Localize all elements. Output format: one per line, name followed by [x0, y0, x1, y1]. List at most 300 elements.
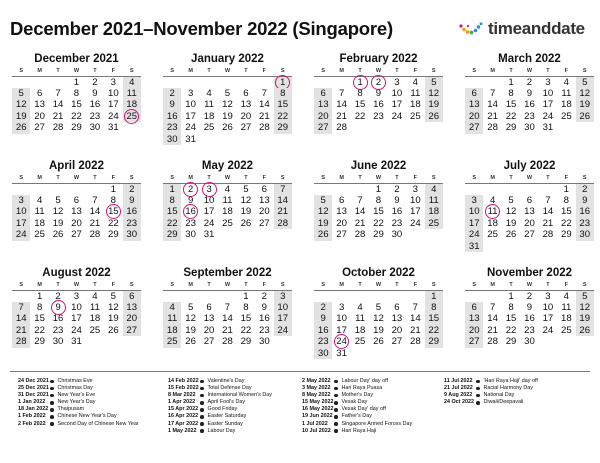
day-number: 3 [545, 290, 551, 302]
legend-entry [302, 399, 444, 406]
weekday-header: S [123, 66, 141, 76]
day-number: 7 [357, 194, 363, 206]
weekday-header: S [425, 280, 443, 290]
day-cell [351, 88, 369, 100]
day-cell [274, 206, 292, 218]
day-cell [274, 111, 292, 123]
legend-entry [168, 385, 302, 392]
month-title: November 2022 [486, 267, 573, 279]
day-cell [351, 229, 369, 241]
day-number: 3 [394, 76, 400, 88]
day-number: 8 [110, 194, 116, 206]
empty-day-cell [502, 183, 520, 195]
empty-day-cell [406, 122, 424, 134]
day-number: 12 [240, 194, 252, 206]
month-title: October 2022 [342, 267, 415, 279]
day-cell [425, 195, 443, 207]
day-number: 22 [505, 110, 517, 122]
day-cell [49, 111, 67, 123]
day-cell [255, 290, 273, 302]
day-number: 6 [36, 87, 43, 99]
month-calendar [163, 52, 292, 147]
day-cell [30, 111, 48, 123]
day-number: 21 [222, 324, 233, 336]
day-number: 20 [126, 313, 138, 325]
legend-column [302, 378, 444, 435]
timeanddate-logo[interactable] [458, 19, 585, 39]
day-cell [49, 229, 67, 241]
weekday-header: F [104, 280, 122, 290]
day-number: 27 [34, 122, 45, 134]
day-number: 2 [526, 290, 533, 302]
day-cell [425, 76, 443, 88]
day-cell [49, 336, 67, 348]
day-number: 4 [431, 183, 437, 195]
day-number: 12 [579, 301, 591, 313]
day-cell [332, 218, 350, 230]
day-cell [255, 88, 273, 100]
day-cell [576, 229, 594, 241]
day-number: 13 [126, 301, 138, 313]
holiday-name: International Women's Day [207, 392, 272, 399]
day-cell [274, 99, 292, 111]
day-cell [520, 76, 538, 88]
day-cell [181, 336, 199, 348]
holiday-date: 19 Jun 2022 [302, 413, 333, 420]
day-number: 21 [258, 110, 270, 122]
weekday-header: S [465, 280, 483, 290]
holiday-day-cell [200, 183, 218, 195]
holiday-date: 15 Feb 2022 [168, 385, 199, 392]
empty-day-cell [332, 290, 350, 302]
empty-day-cell [369, 348, 387, 360]
day-number: 18 [354, 324, 366, 336]
day-number: 7 [55, 87, 61, 99]
day-cell [557, 76, 575, 88]
day-number: 2 [169, 87, 175, 99]
bullet-icon [476, 394, 480, 398]
empty-day-cell [255, 229, 273, 241]
bullet-icon [50, 387, 54, 391]
day-number: 12 [185, 313, 196, 325]
day-cell [274, 313, 292, 325]
holiday-name: Valentine's Day [207, 378, 245, 384]
day-number: 6 [320, 87, 326, 99]
day-number: 13 [468, 99, 480, 111]
day-cell [218, 122, 236, 134]
empty-day-cell [388, 290, 406, 302]
weekday-header: F [255, 173, 273, 183]
day-number: 31 [203, 229, 215, 241]
day-cell [255, 111, 273, 123]
day-number: 31 [107, 122, 119, 134]
holiday-date: 15 Apr 2022 [168, 406, 199, 413]
day-cell [12, 325, 30, 337]
bullet-icon [200, 415, 204, 419]
day-cell [67, 290, 85, 302]
day-cell [406, 325, 424, 337]
day-cell [332, 229, 350, 241]
day-cell [351, 99, 369, 111]
day-number: 12 [15, 99, 27, 111]
day-cell [406, 218, 424, 230]
day-number: 10 [542, 301, 554, 313]
day-cell [181, 313, 199, 325]
holiday-date: 2 May 2022 [302, 378, 331, 384]
day-number: 28 [542, 229, 554, 241]
bullet-icon [476, 401, 480, 405]
day-cell [520, 206, 538, 218]
weekday-header: T [388, 280, 406, 290]
holiday-date: 18 Jan 2022 [18, 406, 49, 413]
holiday-name: Second Day of Chinese New Year [57, 420, 139, 427]
holiday-name: Christmas Day [57, 385, 93, 392]
empty-day-cell [67, 183, 85, 195]
day-number: 5 [55, 194, 61, 206]
legend-entry [302, 428, 444, 435]
day-number: 7 [261, 87, 267, 99]
day-number: 7 [92, 194, 98, 206]
weekday-header: S [465, 173, 483, 183]
day-cell [425, 325, 443, 337]
day-number: 26 [240, 217, 252, 229]
day-number: 25 [124, 109, 139, 124]
day-number: 30 [524, 122, 535, 134]
day-number: 16 [373, 99, 384, 111]
day-number: 5 [224, 87, 231, 99]
day-number: 27 [317, 122, 329, 134]
day-number: 4 [563, 290, 569, 302]
day-cell [67, 325, 85, 337]
day-cell [12, 88, 30, 100]
weekday-header: W [520, 280, 538, 290]
day-number: 3 [73, 290, 80, 302]
day-cell [483, 99, 501, 111]
day-number: 29 [71, 122, 82, 134]
day-number: 17 [409, 206, 421, 218]
day-cell [123, 88, 141, 100]
empty-day-cell [351, 122, 369, 134]
legend-entry [302, 378, 444, 385]
day-cell [104, 122, 122, 134]
day-number: 11 [561, 87, 572, 99]
day-cell [520, 336, 538, 348]
day-number: 14 [542, 206, 554, 218]
day-number: 30 [579, 229, 591, 241]
legend-entry [302, 392, 444, 399]
day-number: 6 [206, 301, 212, 313]
day-cell [67, 336, 85, 348]
day-number: 20 [258, 206, 270, 218]
day-cell [181, 88, 199, 100]
day-cell [539, 99, 557, 111]
day-number: 28 [222, 336, 233, 348]
day-number: 5 [508, 194, 514, 206]
day-cell [406, 313, 424, 325]
day-number: 30 [524, 336, 535, 348]
month-title: March 2022 [498, 53, 561, 65]
empty-day-cell [483, 290, 501, 302]
day-number: 9 [261, 301, 267, 313]
day-cell [576, 195, 594, 207]
day-cell [67, 302, 85, 314]
legend-entry [18, 421, 168, 428]
day-number: 18 [560, 99, 572, 111]
day-cell [314, 302, 332, 314]
day-number: 8 [280, 87, 286, 99]
day-number: 3 [471, 194, 477, 206]
day-cell [163, 88, 181, 100]
day-number: 23 [524, 110, 535, 122]
day-cell [539, 325, 557, 337]
legend-divider [10, 371, 590, 372]
weekday-header: W [520, 66, 538, 76]
day-number: 22 [354, 110, 366, 122]
weekday-header: S [163, 66, 181, 76]
day-number: 18 [222, 206, 233, 218]
empty-day-cell [406, 348, 424, 360]
empty-day-cell [576, 122, 594, 134]
day-number: 14 [258, 99, 270, 111]
day-cell [520, 122, 538, 134]
day-cell [12, 111, 30, 123]
empty-day-cell [274, 229, 292, 241]
empty-day-cell [237, 134, 255, 146]
weekday-header: F [406, 173, 424, 183]
legend-entry [168, 413, 302, 420]
empty-day-cell [30, 183, 48, 195]
month-days-table [314, 280, 443, 359]
holiday-legend [18, 378, 592, 435]
legend-entry [302, 421, 444, 428]
day-number: 22 [71, 110, 82, 122]
month-calendar [12, 266, 141, 361]
day-number: 4 [489, 194, 496, 206]
empty-day-cell [483, 183, 501, 195]
day-cell [218, 99, 236, 111]
day-cell [200, 229, 218, 241]
day-number: 24 [203, 217, 215, 229]
day-number: 10 [15, 206, 27, 218]
day-number: 6 [243, 87, 249, 99]
day-number: 23 [166, 122, 178, 134]
day-cell [67, 99, 85, 111]
day-number: 1 [508, 76, 514, 88]
day-number: 13 [258, 194, 270, 206]
day-cell [30, 122, 48, 134]
day-cell [425, 290, 443, 302]
day-cell [425, 302, 443, 314]
day-number: 28 [354, 229, 366, 241]
month-days-table [163, 280, 292, 348]
day-cell [576, 290, 594, 302]
day-number: 12 [505, 206, 517, 218]
month-title: August 2022 [42, 267, 111, 279]
month-calendar [465, 266, 594, 361]
day-cell [274, 325, 292, 337]
day-number: 31 [185, 133, 196, 145]
day-cell [67, 218, 85, 230]
weekday-header: T [200, 280, 218, 290]
day-number: 19 [107, 313, 119, 325]
day-number: 15 [277, 99, 289, 111]
day-number: 26 [107, 324, 119, 336]
day-number: 12 [373, 313, 384, 325]
holiday-name: Hari Raya Puasa [341, 385, 383, 392]
day-cell [539, 195, 557, 207]
day-number: 10 [391, 87, 403, 99]
day-number: 17 [277, 313, 289, 325]
day-number: 15 [560, 206, 572, 218]
day-cell [30, 325, 48, 337]
day-number: 24 [542, 324, 554, 336]
day-number: 2 [526, 76, 533, 88]
holiday-name: New Year's Eve [57, 392, 96, 399]
day-number: 3 [202, 182, 217, 197]
day-cell [200, 218, 218, 230]
day-number: 24 [391, 110, 403, 122]
day-cell [86, 88, 104, 100]
day-cell [465, 88, 483, 100]
day-number: 31 [542, 122, 554, 134]
day-number: 4 [169, 301, 175, 313]
day-number: 18 [89, 313, 101, 325]
holiday-day-cell [332, 336, 350, 348]
holiday-name: Total Defense Day [207, 385, 252, 392]
empty-day-cell [406, 290, 424, 302]
day-cell [369, 195, 387, 207]
day-cell [163, 336, 181, 348]
empty-day-cell [86, 336, 104, 348]
empty-day-cell [557, 336, 575, 348]
day-cell [274, 122, 292, 134]
day-number: 23 [524, 324, 535, 336]
day-number: 14 [15, 313, 27, 325]
day-number: 25 [487, 229, 498, 241]
holiday-day-cell [49, 302, 67, 314]
day-cell [86, 111, 104, 123]
legend-entry [18, 385, 168, 392]
holiday-date: 25 Dec 2021 [18, 385, 49, 392]
empty-day-cell [332, 183, 350, 195]
weekday-header: T [351, 280, 369, 290]
day-number: 9 [187, 194, 194, 206]
day-cell [576, 99, 594, 111]
day-number: 16 [524, 99, 535, 111]
day-number: 6 [471, 87, 477, 99]
day-number: 3 [280, 290, 286, 302]
day-number: 8 [431, 301, 437, 313]
day-cell [314, 348, 332, 360]
day-cell [483, 313, 501, 325]
day-cell [425, 88, 443, 100]
day-number: 23 [258, 324, 270, 336]
day-number: 30 [317, 347, 329, 359]
day-number: 16 [524, 313, 535, 325]
bullet-icon [334, 387, 338, 391]
holiday-name: Good Friday [207, 406, 238, 413]
day-number: 22 [277, 110, 289, 122]
weekday-header: M [181, 280, 199, 290]
day-cell [425, 99, 443, 111]
day-number: 6 [73, 194, 80, 206]
month-calendar [12, 52, 141, 147]
day-cell [332, 302, 350, 314]
day-number: 4 [92, 290, 98, 302]
month-days-table [314, 173, 443, 241]
day-number: 8 [375, 194, 382, 206]
day-number: 23 [126, 217, 138, 229]
weekday-header: T [49, 173, 67, 183]
day-number: 1 [36, 290, 43, 302]
day-cell [351, 206, 369, 218]
day-number: 15 [505, 99, 517, 111]
day-cell [237, 195, 255, 207]
day-cell [181, 325, 199, 337]
weekday-header: F [104, 173, 122, 183]
day-cell [104, 313, 122, 325]
day-cell [314, 325, 332, 337]
day-cell [557, 313, 575, 325]
day-number: 16 [258, 313, 270, 325]
day-cell [86, 195, 104, 207]
day-cell [483, 88, 501, 100]
month-calendar [163, 266, 292, 361]
day-cell [200, 325, 218, 337]
empty-day-cell [314, 183, 332, 195]
day-number: 15 [240, 313, 252, 325]
day-number: 26 [373, 336, 384, 348]
empty-day-cell [200, 290, 218, 302]
day-number: 11 [561, 301, 572, 313]
day-cell [557, 99, 575, 111]
holiday-day-cell [181, 206, 199, 218]
day-number: 30 [391, 229, 403, 241]
day-number: 1 [73, 76, 80, 88]
bullet-icon [200, 422, 204, 426]
month-calendar [12, 159, 141, 254]
day-cell [465, 99, 483, 111]
empty-day-cell [388, 122, 406, 134]
day-cell [104, 229, 122, 241]
day-cell [483, 122, 501, 134]
day-number: 14 [336, 99, 347, 111]
day-number: 30 [126, 229, 138, 241]
day-cell [406, 111, 424, 123]
day-number: 1 [353, 75, 368, 90]
day-number: 25 [354, 336, 366, 348]
day-cell [200, 302, 218, 314]
day-number: 3 [412, 183, 418, 195]
day-number: 11 [428, 194, 439, 206]
day-cell [502, 302, 520, 314]
weekday-header: S [12, 173, 30, 183]
holiday-day-cell [104, 206, 122, 218]
day-cell [49, 99, 67, 111]
day-number: 24 [409, 217, 421, 229]
day-cell [557, 290, 575, 302]
day-number: 9 [320, 313, 326, 325]
day-number: 5 [187, 301, 194, 313]
day-number: 31 [468, 240, 480, 252]
empty-day-cell [86, 183, 104, 195]
bullet-icon [200, 387, 204, 391]
day-cell [351, 195, 369, 207]
day-number: 16 [317, 324, 329, 336]
empty-day-cell [351, 290, 369, 302]
day-cell [576, 302, 594, 314]
weekday-header: F [557, 280, 575, 290]
